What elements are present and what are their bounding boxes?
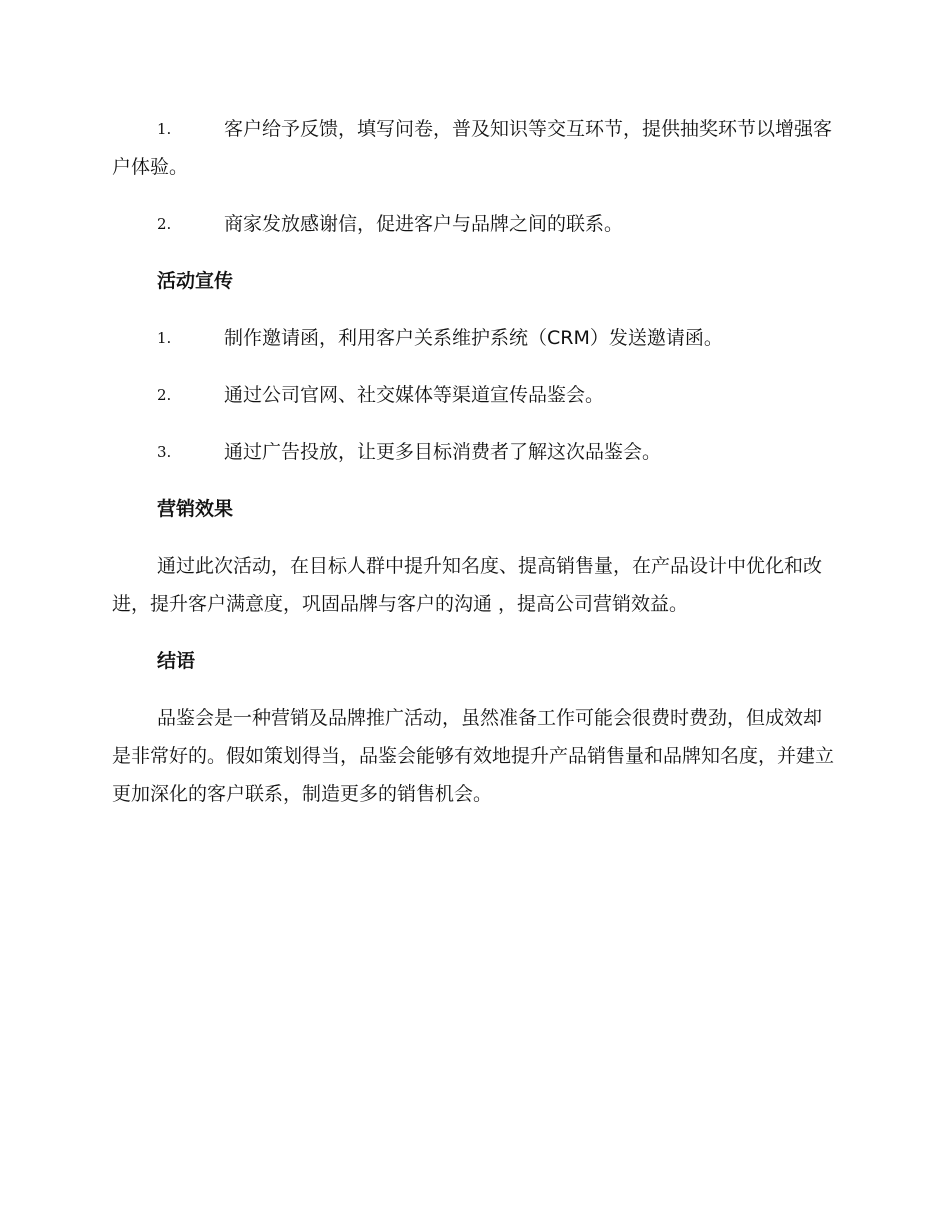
list-number: 3. <box>157 443 172 461</box>
list-item <box>112 319 837 357</box>
document-body <box>112 110 837 832</box>
list-item <box>112 205 837 243</box>
list-item <box>112 110 837 186</box>
list-item-text: 商家发放感谢信，促进客户与品牌之间的联系。 <box>224 213 624 235</box>
list-number: 1. <box>157 329 172 347</box>
section-heading-effect: 营销效果 <box>157 498 234 520</box>
list-item-text: 通过公司官网、社交媒体等渠道宣传品鉴会。 <box>224 384 605 406</box>
list-item-text: 客户给予反馈，填写问卷，普及知识等交互环节，提供抽奖环节以增强客户体验。 <box>112 118 833 178</box>
list-number: 1. <box>157 120 172 138</box>
list-number: 2. <box>157 386 172 404</box>
list-item-text: 通过广告投放，让更多目标消费者了解这次品鉴会。 <box>224 441 662 463</box>
list-item <box>112 433 837 471</box>
paragraph-effect: 通过此次活动，在目标人群中提升知名度、提高销售量，在产品设计中优化和改进，提升客户满意度，巩固品牌与客户的沟通 ，提高公司营销效益。 <box>112 555 823 615</box>
list-number: 2. <box>157 215 172 233</box>
section-heading-conclusion: 结语 <box>157 650 196 672</box>
list-item <box>112 376 837 414</box>
list-item-text: 制作邀请函，利用客户关系维护系统（CRM）发送邀请函。 <box>224 327 723 349</box>
paragraph-conclusion: 品鉴会是一种营销及品牌推广活动，虽然准备工作可能会很费时费劲，但成效却是非常好的。假如策划得当，品鉴会能够有效地提升产品销售量和品牌知名度，并建立更加深化的客户联系，制造更多的销售机会。 <box>112 707 835 805</box>
section-heading-promo: 活动宣传 <box>157 270 234 292</box>
